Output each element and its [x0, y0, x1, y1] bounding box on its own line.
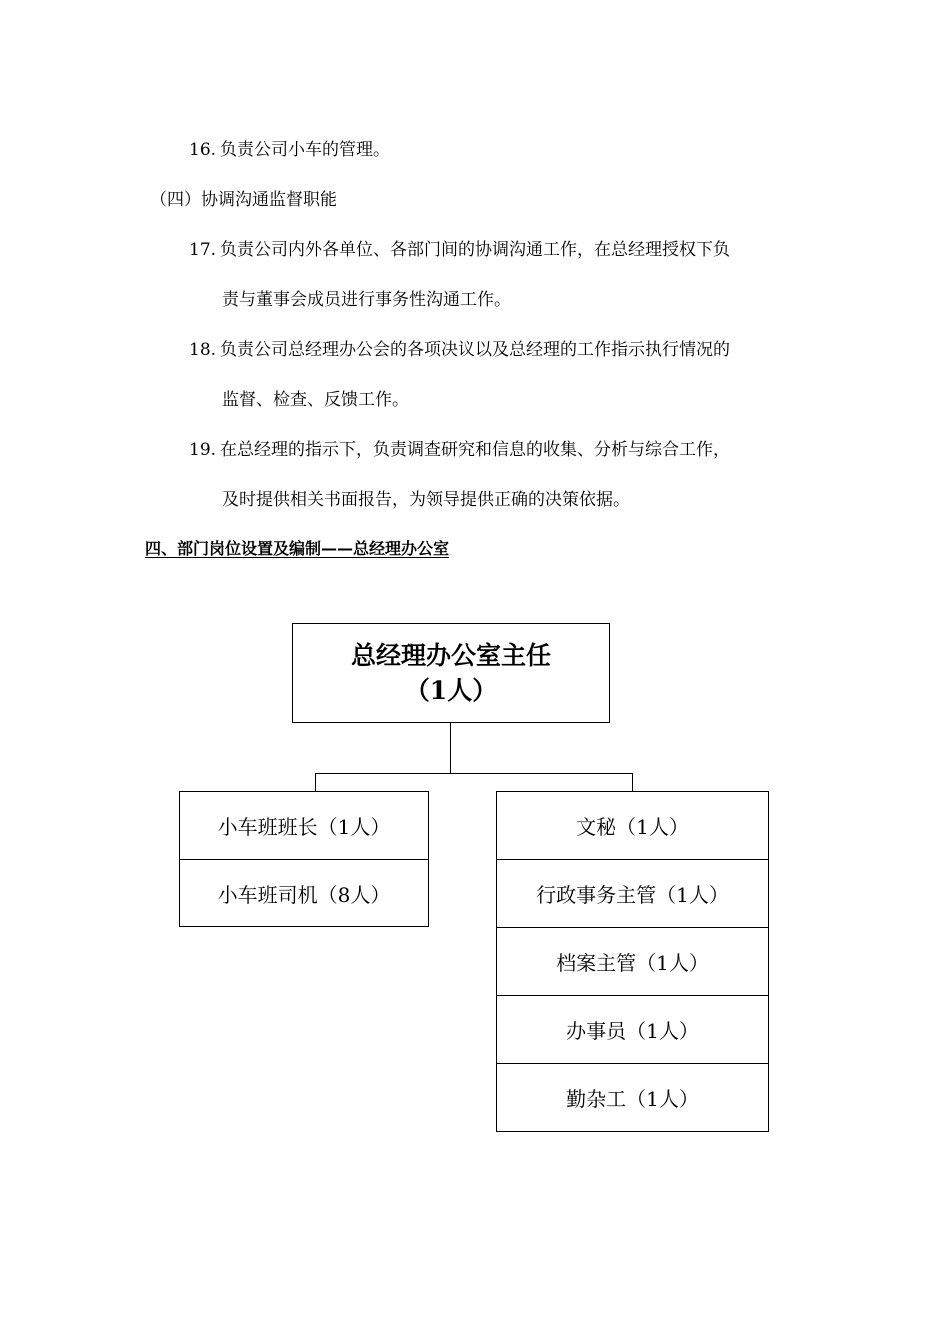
item-number: 18.	[189, 340, 217, 360]
org-box-right-0: 文秘（1人）	[496, 791, 769, 860]
item-18-continuation: 监督、检查、反馈工作。	[222, 390, 409, 410]
org-box-left-1: 小车班司机（8人）	[179, 859, 429, 927]
item-number: 19.	[189, 440, 217, 460]
org-box-right-1: 行政事务主管（1人）	[496, 859, 769, 928]
org-box-right-3: 办事员（1人）	[496, 995, 769, 1064]
connector-left-drop	[315, 773, 316, 792]
item-text: 负责公司总经理办公会的各项决议以及总经理的工作指示执行情况的	[220, 340, 731, 360]
connector-right-drop	[632, 773, 633, 792]
connector-horizontal	[315, 773, 633, 774]
item-19-continuation: 及时提供相关书面报告，为领导提供正确的决策依据。	[222, 490, 630, 510]
org-box-right-2: 档案主管（1人）	[496, 927, 769, 996]
org-box-left-0: 小车班班长（1人）	[179, 791, 429, 860]
list-item-18	[189, 338, 730, 362]
item-17-continuation: 责与董事会成员进行事务性沟通工作。	[222, 290, 511, 310]
connector-vertical-main	[450, 723, 451, 774]
item-number: 16.	[189, 140, 217, 160]
subheading: （四）协调沟通监督职能	[150, 190, 337, 210]
org-top-box	[292, 623, 610, 723]
section-title: 四、部门岗位设置及编制——总经理办公室	[145, 539, 450, 558]
list-item-16	[189, 138, 390, 162]
org-top-count: （1人）	[404, 676, 498, 705]
item-text: 负责公司小车的管理。	[220, 140, 391, 160]
item-text: 负责公司内外各单位、各部门间的协调沟通工作，在总经理授权下负	[220, 240, 731, 260]
org-top-title: 总经理办公室主任	[350, 641, 551, 670]
list-item-17	[189, 238, 730, 262]
item-text: 在总经理的指示下，负责调查研究和信息的收集、分析与综合工作，	[220, 440, 731, 460]
item-number: 17.	[189, 240, 217, 260]
list-item-19	[189, 438, 730, 462]
org-box-right-4: 勤杂工（1人）	[496, 1063, 769, 1132]
